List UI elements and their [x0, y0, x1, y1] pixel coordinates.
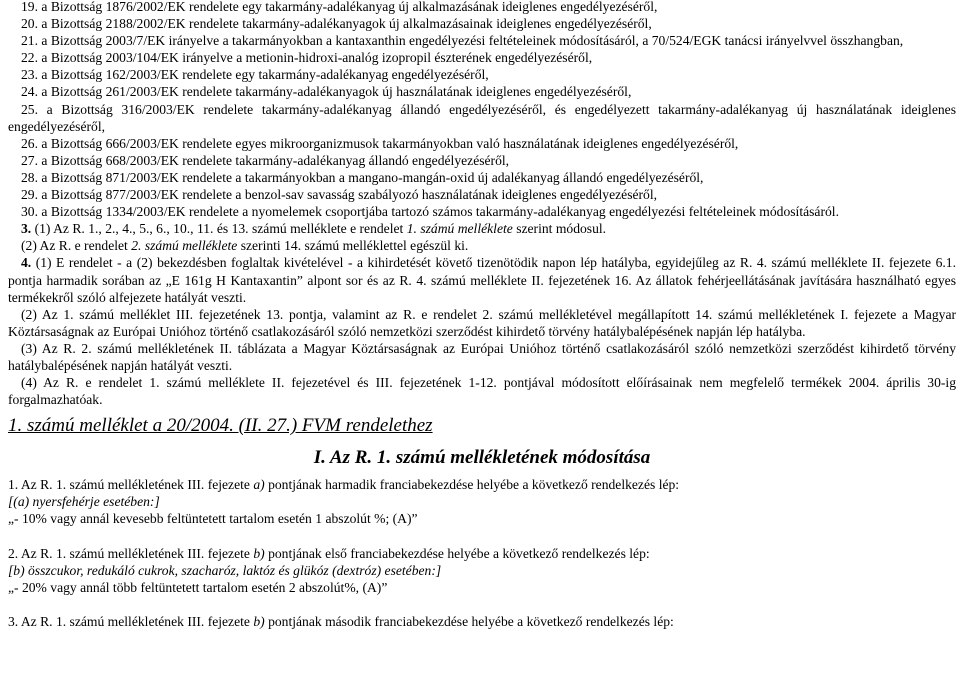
- list-item: 24. a Bizottság 261/2003/EK rendelete takarmány-adalékanyagok új használatának ideiglenes engedélyezéséről,: [21, 84, 632, 100]
- section-4-paragraph-2: (2) Az 1. számú melléklet III. fejezetének 13. pontja, valamint az R. e rendelet 2. számú mellékletével megállapított 14. számú mellékletének I. fejezete a Magyar Köztársaságnak az Európai Unióhoz történő csatlakozásáról szóló nemzetközi szerződést kihirdető törvény hatálybalépésének napján lép hatályba.: [8, 306, 956, 339]
- amendment-2: 2. Az R. 1. számú mellékletének III. fejezete b) pontjának első franciabekezdése helyébe a következő rendelkezés lép:: [8, 545, 650, 561]
- section-4-paragraph-3: (3) Az R. 2. számú mellékletének II. táblázata a Magyar Köztársaságnak az Európai Unióhoz történő csatlakozásáról szóló nemzetközi szerződést kihirdető törvény hatálybalépésének napján hatályát veszti.: [8, 340, 956, 373]
- spacer: [8, 528, 956, 545]
- amendment-1-text: „- 10% vagy annál kevesebb feltüntetett tartalom esetén 1 abszolút %; (A)”: [8, 511, 418, 527]
- annex-subtitle: I. Az R. 1. számú mellékletének módosítása: [313, 447, 651, 469]
- list-item: 19. a Bizottság 1876/2002/EK rendelete egy takarmány-adalékanyag új alkalmazásának ideiglenes engedélyezéséről,: [21, 0, 658, 14]
- section-number: 3.: [21, 221, 32, 237]
- section-4-paragraph-4: (4) Az R. e rendelet 1. számú melléklete II. fejezetével és III. fejezetének 1-12. pontjával módosított előírásainak nem megfelelő termékek 2004. április 30-ig forgalmazhatóak.: [8, 375, 956, 408]
- list-item: 23. a Bizottság 162/2003/EK rendelete egy takarmány-adalékanyag engedélyezéséről,: [21, 67, 489, 83]
- amendment-3: 3. Az R. 1. számú mellékletének III. fejezete b) pontjának második franciabekezdése helyébe a következő rendelkezés lép:: [8, 613, 674, 629]
- section-number: 4.: [21, 255, 32, 271]
- annex-title: 1. számú melléklet a 20/2004. (II. 27.) FVM rendelethez: [8, 415, 433, 437]
- spacer: [8, 596, 956, 613]
- section-4-paragraph-1: 4. (1) E rendelet - a (2) bekezdésben foglaltak kivételével - a kihirdetését követő tizenötödik napon lép hatályba, egyidejűleg az R. 4. számú melléklete II. fejezete 6.1. pontja harmadik sorában az „E 161g H Kantaxantin” alpont sor és az R. 4. számú melléklete II. fejezetének 16. Az állatok fehérjeellátásának javítására használható egyes termékekről szóló alfejezete hatályát veszti.: [8, 255, 956, 305]
- section-3-paragraph-1: 3. (1) Az R. 1., 2., 4., 5., 6., 10., 11. és 13. számú melléklete e rendelet 1. számú melléklete szerint módosul.: [21, 221, 607, 237]
- list-item: 28. a Bizottság 871/2003/EK rendelete a takarmányokban a mangano-mangán-oxid új adalékanyag állandó engedélyezéséről,: [21, 169, 704, 185]
- annex-reference: 1. számú melléklete: [406, 221, 513, 237]
- list-item: 26. a Bizottság 666/2003/EK rendelete egyes mikroorganizmusok takarmányokban való használatának ideiglenes engedélyezéséről,: [21, 135, 739, 151]
- list-item: 27. a Bizottság 668/2003/EK rendelete takarmány-adalékanyag állandó engedélyezéséről,: [21, 152, 510, 168]
- list-item: 22. a Bizottság 2003/104/EK irányelve a metionin-hidroxi-analóg izopropil észterének engedélyezéséről,: [21, 50, 593, 66]
- amendment-1: 1. Az R. 1. számú mellékletének III. fejezete a) pontjának harmadik franciabekezdése helyébe a következő rendelkezés lép:: [8, 477, 680, 493]
- annex-reference: 2. számú melléklete: [131, 238, 238, 254]
- list-item: 21. a Bizottság 2003/7/EK irányelve a takarmányokban a kantaxanthin engedélyezési feltételeinek módosításáról, a 70/524/EGK tanácsi irányelvvel összhangban,: [21, 33, 904, 49]
- list-item: 29. a Bizottság 877/2003/EK rendelete a benzol-sav savasság szabályozó használatának ideiglenes engedélyezéséről,: [21, 187, 658, 203]
- document-page: [8, 0, 956, 630]
- amendment-2-text: „- 20% vagy annál több feltüntetett tartalom esetén 2 abszolút%, (A)”: [8, 579, 388, 595]
- list-item: 20. a Bizottság 2188/2002/EK rendelete takarmány-adalékanyagok új alkalmazásainak ideiglenes engedélyezéséről,: [21, 16, 652, 32]
- amendment-1-label: [(a) nyersfehérje esetében:]: [8, 494, 160, 510]
- list-item: 25. a Bizottság 316/2003/EK rendelete takarmány-adalékanyag állandó engedélyezéséről, és engedélyezett takarmány-adalékanyag új használatának ideiglenes engedélyezéséről,: [8, 101, 956, 134]
- amendment-2-label: [b) összcukor, redukáló cukrok, szacharóz, laktóz és glükóz (dextróz) esetében:]: [8, 562, 442, 578]
- list-item: 30. a Bizottság 1334/2003/EK rendelete a nyomelemek csoportjába tartozó számos takarmány-adalékanyag engedélyezési feltételeinek módosításáról.: [21, 204, 839, 220]
- section-3-paragraph-2: (2) Az R. e rendelet 2. számú melléklete szerinti 14. számú melléklettel egészül ki.: [21, 238, 469, 254]
